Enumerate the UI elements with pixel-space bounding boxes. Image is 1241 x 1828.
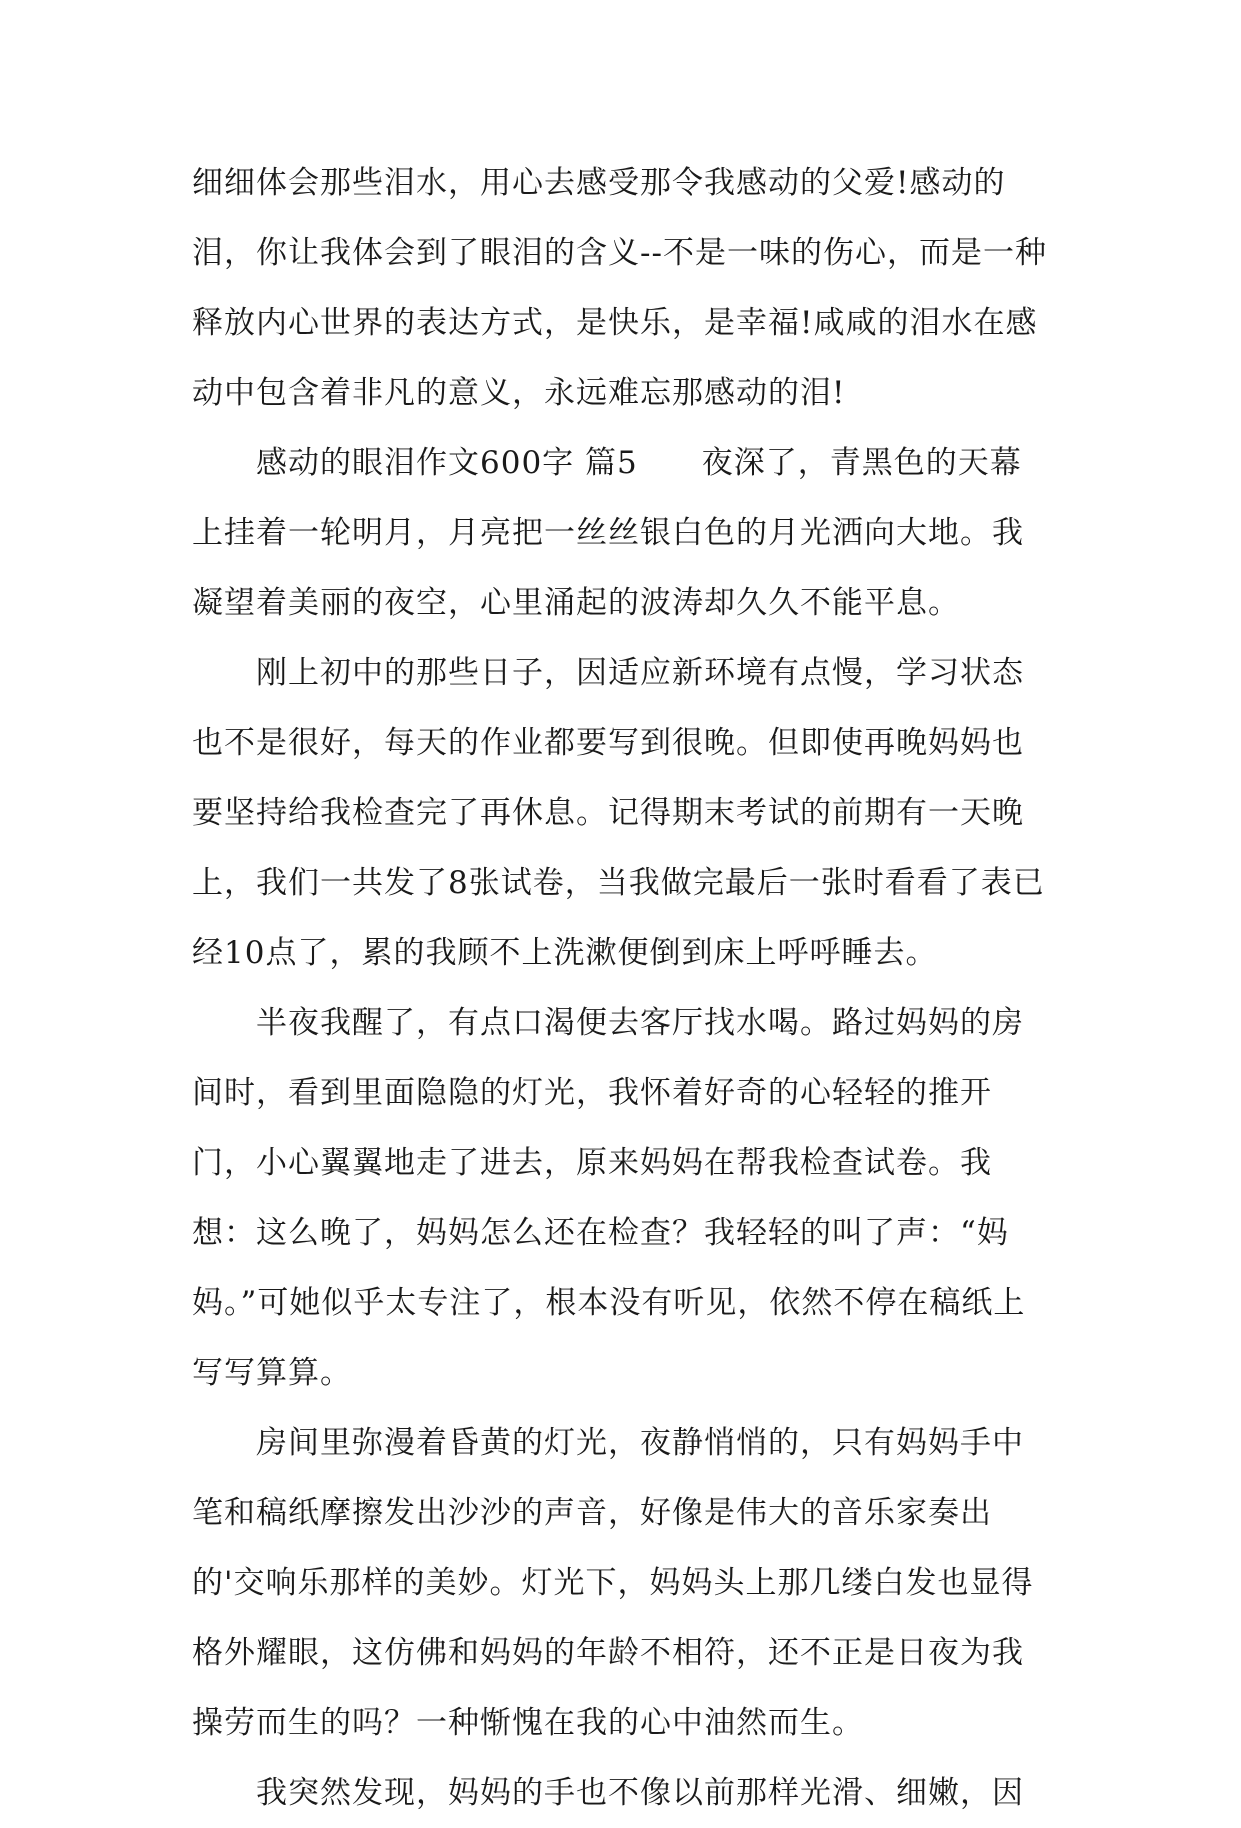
paragraph-4: 半夜我醒了，有点口渴便去客厅找水喝。路过妈妈的房间时，看到里面隐隐的灯光，我怀着好奇的心轻轻的推开门，小心翼翼地走了进去，原来妈妈在帮我检查试卷。我想：这么晚了，妈妈怎么还在检查？我轻轻的叫了声：“妈妈。”可她似乎太专注了，根本没有听见，依然不停在稿纸上写写算算。 [192, 1005, 1026, 1391]
document-page [192, 148, 1052, 1828]
paragraph-5: 房间里弥漫着昏黄的灯光，夜静悄悄的，只有妈妈手中笔和稿纸摩擦发出沙沙的声音，好像是伟大的音乐家奏出的'交响乐那样的美妙。灯光下，妈妈头上那几缕白发也显得格外耀眼，这仿佛和妈妈的年龄不相符，还不正是日夜为我操劳而生的吗？一种惭愧在我的心中油然而生。 [192, 1425, 1034, 1741]
paragraph-2: 感动的眼泪作文600字 篇5 夜深了，青黑色的天幕上挂着一轮明月，月亮把一丝丝银白色的月光洒向大地。我凝望着美丽的夜空，心里涌起的波涛却久久不能平息。 [192, 445, 1024, 621]
paragraph-1: 细细体会那些泪水，用心去感受那令我感动的父爱!感动的泪，你让我体会到了眼泪的含义--不是一味的伤心，而是一种释放内心世界的表达方式，是快乐，是幸福!咸咸的泪水在感动中包含着非凡的意义，永远难忘那感动的泪! [192, 165, 1047, 411]
paragraph-3: 刚上初中的那些日子，因适应新环境有点慢，学习状态也不是很好，每天的作业都要写到很晚。但即使再晚妈妈也要坚持给我检查完了再休息。记得期末考试的前期有一天晚上，我们一共发了8张试卷，当我做完最后一张时看看了表已经10点了，累的我顾不上洗漱便倒到床上呼呼睡去。 [192, 655, 1045, 971]
paragraph-6: 我突然发现，妈妈的手也不像以前那样光滑、细嫩，因 [256, 1775, 1024, 1811]
